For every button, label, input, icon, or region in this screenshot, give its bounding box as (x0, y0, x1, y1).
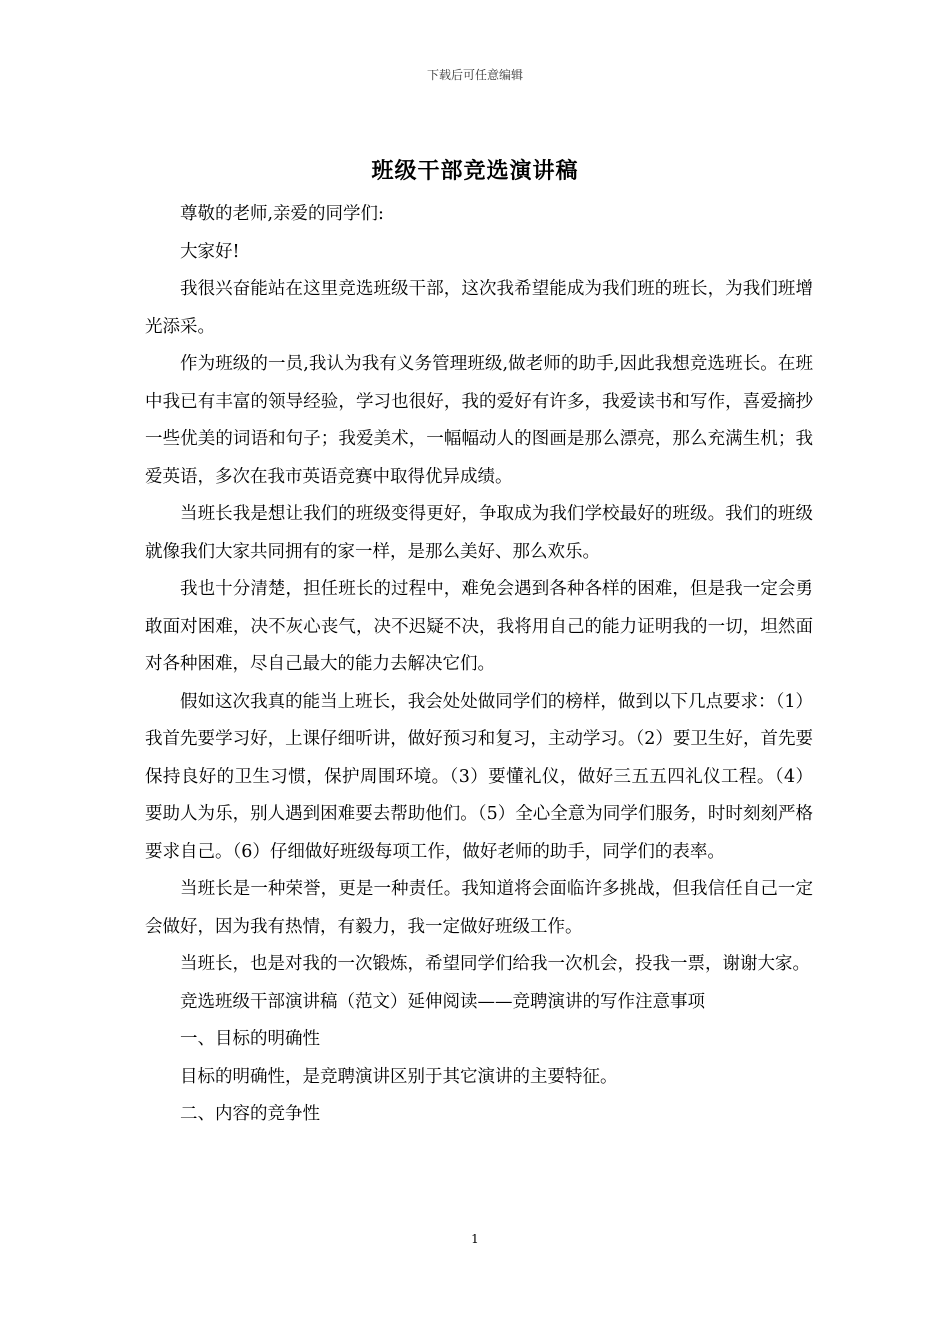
header-note: 下载后可任意编辑 (426, 68, 523, 82)
paragraph-qualifications: 作为班级的一员,我认为我有义务管理班级,做老师的助手,因此我想竞选班长。在班中我已有丰富的领导经验，学习也很好，我的爱好有许多，我爱读书和写作，喜爱摘抄一些优美的词语和句子；我爱美术，一幅幅动人的图画是那么漂亮，那么充满生机；我爱英语，多次在我市英语竞赛中取得优异成绩。 (145, 354, 813, 487)
document-body (145, 196, 813, 1134)
page-number: 1 (471, 1232, 479, 1246)
paragraph-honor: 当班长是一种荣誉，更是一种责任。我知道将会面临许多挑战，但我信任自己一定会做好，因为我有热情，有毅力，我一定做好班级工作。 (145, 879, 813, 937)
section-text-1: 目标的明确性，是竞聘演讲区别于其它演讲的主要特征。 (180, 1066, 618, 1087)
paragraph-greeting: 尊敬的老师,亲爱的同学们: (180, 204, 384, 224)
paragraph-intro: 我很兴奋能站在这里竞选班级干部，这次我希望能成为我们班的班长，为我们班增光添采。 (145, 279, 813, 337)
paragraph-extended-reading: 竞选班级干部演讲稿（范文）延伸阅读——竞聘演讲的写作注意事项 (180, 991, 705, 1012)
paragraph-goal: 当班长我是想让我们的班级变得更好，争取成为我们学校最好的班级。我们的班级就像我们大家共同拥有的家一样，是那么美好、那么欢乐。 (145, 504, 813, 562)
paragraph-hello: 大家好! (180, 241, 240, 262)
paragraph-closing: 当班长，也是对我的一次锻炼，希望同学们给我一次机会，投我一票，谢谢大家。 (180, 954, 810, 974)
paragraph-challenges: 我也十分清楚，担任班长的过程中，难免会遇到各种各样的困难，但是我一定会勇敢面对困难，决不灰心丧气，决不迟疑不决，我将用自己的能力证明我的一切，坦然面对各种困难，尽自己最大的能力去解决它们。 (145, 579, 813, 674)
document-title: 班级干部竞选演讲稿 (371, 158, 579, 184)
paragraph-commitments: 假如这次我真的能当上班长，我会处处做同学们的榜样，做到以下几点要求：（1）我首先要学习好，上课仔细听讲，做好预习和复习，主动学习。（2）要卫生好，首先要保持良好的卫生习惯，保护周围环境。（3）要懂礼仪，做好三五五四礼仪工程。（4）要助人为乐，别人遇到困难要去帮助他们。（5）全心全意为同学们服务，时时刻刻严格要求自己。（6）仔细做好班级每项工作，做好老师的助手，同学们的表率。 (145, 691, 813, 862)
section-heading-2: 二、内容的竞争性 (180, 1104, 320, 1124)
section-heading-1: 一、目标的明确性 (180, 1029, 320, 1049)
